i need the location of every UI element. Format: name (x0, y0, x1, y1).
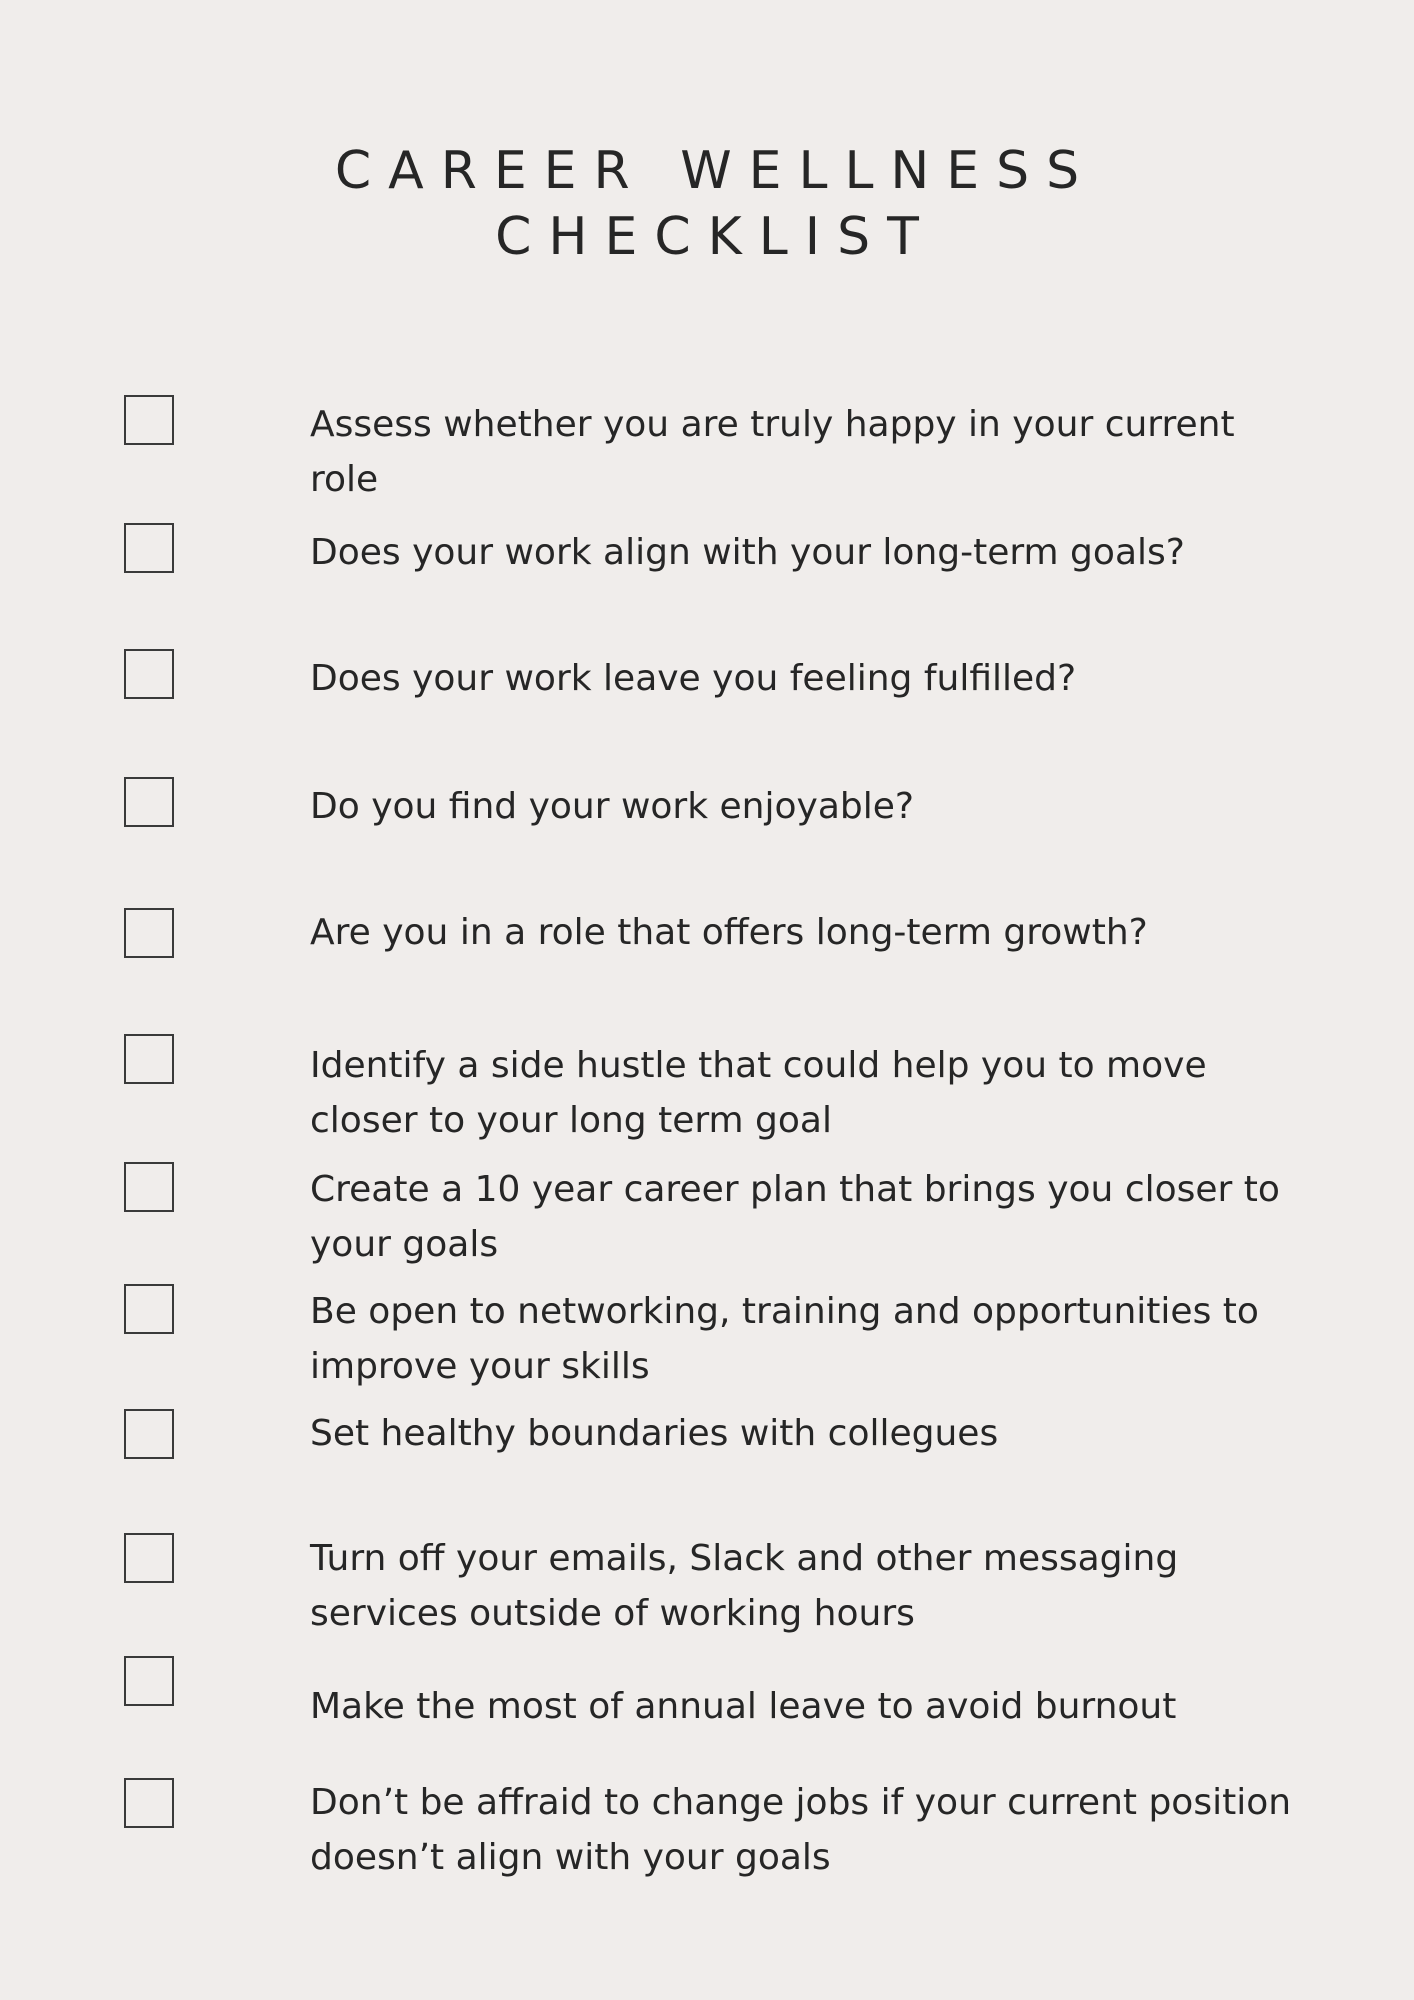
checklist-item-label: Set healthy boundaries with collegues (310, 1413, 999, 1454)
checkbox[interactable] (124, 523, 174, 573)
checklist-item-label: Assess whether you are truly happy in your current role (310, 404, 1235, 500)
checkbox[interactable] (124, 649, 174, 699)
checklist-item-label: Identify a side hustle that could help you to move closer to your long term goal (310, 1045, 1207, 1141)
title-line-2: CHECKLIST (495, 207, 936, 267)
checkbox[interactable] (124, 777, 174, 827)
checklist-item-label: Be open to networking, training and opportunities to improve your skills (310, 1291, 1259, 1387)
checkbox[interactable] (124, 1034, 174, 1084)
checkbox[interactable] (124, 1778, 174, 1828)
checkbox[interactable] (124, 1533, 174, 1583)
checkbox[interactable] (124, 1656, 174, 1706)
checklist-item-label: Turn off your emails, Slack and other messaging services outside of working hours (310, 1538, 1179, 1634)
checkbox[interactable] (124, 1409, 174, 1459)
checklist-item-label: Make the most of annual leave to avoid burnout (310, 1686, 1177, 1727)
page-title (0, 138, 1414, 270)
checkbox[interactable] (124, 1162, 174, 1212)
checklist-item-label: Does your work align with your long-term goals? (310, 532, 1185, 573)
checklist-item-label: Create a 10 year career plan that brings you closer to your goals (310, 1169, 1280, 1265)
checklist-item-label: Are you in a role that offers long-term growth? (310, 912, 1148, 953)
checklist-item-label: Do you find your work enjoyable? (310, 786, 914, 827)
checkbox[interactable] (124, 395, 174, 445)
checkbox[interactable] (124, 908, 174, 958)
title-line-1: CAREER WELLNESS (334, 141, 1097, 201)
checklist-item-label: Don’t be affraid to change jobs if your current position doesn’t align with your goals (310, 1782, 1292, 1878)
checkbox[interactable] (124, 1284, 174, 1334)
checklist-item-label: Does your work leave you feeling fulfilled? (310, 658, 1077, 699)
